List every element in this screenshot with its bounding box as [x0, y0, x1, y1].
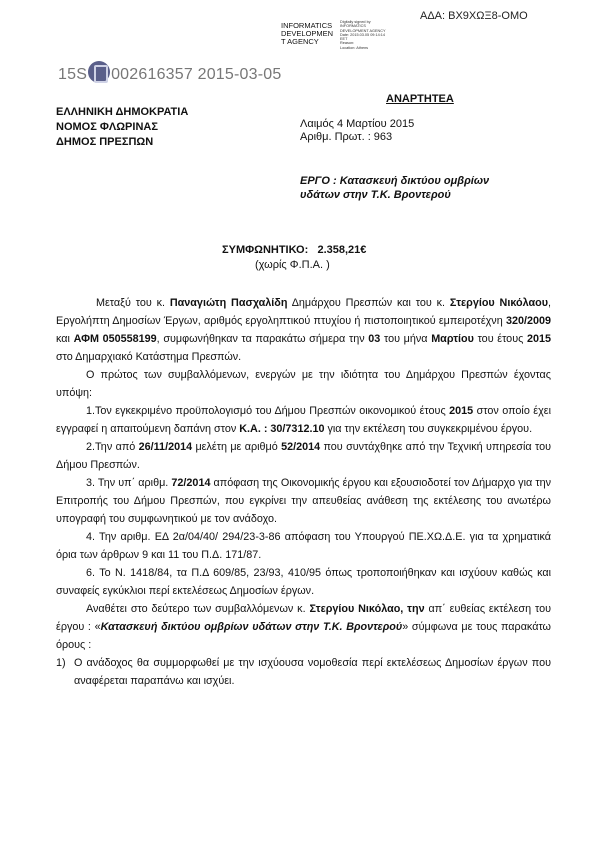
- text-run: Στεργίου Νικόλαου: [449, 297, 548, 309]
- stamp-number: 002616357 2015-03-05: [111, 66, 282, 83]
- paragraph: [56, 438, 551, 474]
- text-run: 2.Την από: [86, 441, 139, 453]
- registry-stamp: [58, 61, 281, 84]
- text-run: στον οποίο έχει εγγραφεί η απαιτούμενη δαπάνη στον: [56, 405, 551, 435]
- signature-line: DEVELOPMENT AGENCY: [340, 28, 386, 33]
- signature-line: Location: Athens: [340, 45, 369, 50]
- seal-icon: [88, 61, 110, 83]
- text-run: του έτους: [473, 333, 527, 345]
- agency-line: DEVELOPMEN: [281, 29, 334, 38]
- paragraph: [56, 600, 551, 654]
- text-run: 26/11/2014: [138, 441, 193, 453]
- text-run: Κατασκευή δικτύου ομβρίων υδάτων στην Τ.Κ. Βροντερού: [100, 621, 403, 633]
- text-run: Κ.Α. : 30/7312.10: [239, 423, 325, 435]
- posting-notice: ΑΝΑΡΤΗΤΕΑ: [386, 93, 454, 105]
- text-run: απόφαση της Οικονομικής έργου και εξουσιοδοτεί τον Δήμαρχο για την Επιτροπής του Δήμου Πρεσπών, που εγκρίνει την απευθείας ανάθεση της εκτέλεσης του ανωτέρω υπογραφή του συμφωνητικού με τον ανάδοχο.: [56, 477, 551, 525]
- issuer-line: ΕΛΛΗΝΙΚΗ ΔΗΜΟΚΡΑΤΙΑ: [56, 106, 189, 118]
- text-run: , συμφωνήθηκαν τα παρακάτω σήμερα την: [156, 333, 369, 345]
- paragraph: 6. Το Ν. 1418/84, τα Π.Δ 609/85, 23/93, 410/95 όπως τροποποιήθηκαν και ισχύουν καθώς και συναφείς εγκύκλιοι περί εκτελέσεως Δημοσίων έργων.: [56, 567, 551, 597]
- contract-amount: 2.358,21€: [317, 244, 367, 256]
- signature-line: INFORMATICS: [340, 24, 366, 29]
- text-run: Παναγιώτη Πασχαλίδη: [169, 297, 288, 309]
- stamp-prefix: 15S: [58, 66, 88, 83]
- text-run: στο Δημαρχιακό Κατάστημα Πρεσπών.: [56, 351, 242, 363]
- issuer-line: ΔΗΜΟΣ ΠΡΕΣΠΩΝ: [56, 136, 154, 148]
- ada-code: ΑΔΑ: ΒΧ9ΧΩΞ8-ΟΜΟ: [420, 10, 528, 22]
- contract-title: ΣΥΜΦΩΝΗΤΙΚΟ:: [222, 244, 309, 256]
- text-run: που συντάχθηκε από την Τεχνική υπηρεσία του Δήμου Πρεσπών.: [56, 441, 551, 471]
- text-run: 72/2014: [171, 477, 211, 489]
- text-run: Στεργίου Νικόλαο, την: [309, 603, 425, 615]
- issuer-block: [56, 105, 188, 150]
- text-run: Μαρτίου: [431, 333, 474, 345]
- paragraph: [56, 402, 551, 438]
- text-run: 1.Τον εγκεκριμένο προϋπολογισμό του Δήμου Πρεσπών οικονομικού έτους: [86, 405, 450, 417]
- text-run: » σύμφωνα με τους παρακάτω όρους :: [56, 621, 551, 651]
- agency-line: INFORMATICS: [281, 21, 333, 30]
- text-run: απ΄ ευθείας εκτέλεση του έργου : «: [56, 603, 551, 633]
- text-run: 2015: [526, 333, 551, 345]
- signature-line: Date: 2015.03.05 09:14:14: [340, 32, 385, 37]
- signature-line: EET: [340, 37, 348, 42]
- signature-line: Digitally signed by: [340, 20, 371, 24]
- paragraph: [56, 294, 551, 366]
- paragraph: Ο πρώτος των συμβαλλόμενων, ενεργών με την ιδιότητα του Δημάρχου Πρεσπών έχοντας υπόψη:: [56, 369, 551, 399]
- text-run: Δημάρχου Πρεσπών και του κ.: [287, 297, 450, 309]
- term-text: Ο ανάδοχος θα συμμορφωθεί με την ισχύουσα νομοθεσία περί εκτελέσεως Δημοσίων έργων που αναφέρεται παραπάνω και ισχύει.: [74, 657, 551, 687]
- project-title: [300, 174, 530, 202]
- date-line: Λαιμός 4 Μαρτίου 2015: [300, 118, 415, 130]
- signature-line: Reason:: [340, 41, 355, 46]
- numbered-term: [56, 654, 551, 690]
- project-line: ΕΡΓΟ : Κατασκευή δικτύου ομβρίων: [300, 175, 490, 187]
- signing-agency: [281, 22, 333, 46]
- text-run: 3. Την υπ΄ αριθμ.: [86, 477, 172, 489]
- text-run: 03: [368, 333, 381, 345]
- paragraph: 4. Την αριθμ. ΕΔ 2α/04/40/ 294/23-3-86 απόφαση του Υπουργού ΠΕ.ΧΩ.Δ.Ε. για τα χρηματικά όρια των άρθρων 9 και 11 του Π.Δ. 171/87.: [56, 531, 551, 561]
- paragraph: [56, 474, 551, 528]
- text-run: , Εργολήπτη Δημοσίων Έργων, αριθμός εργοληπτικού πτυχίου ή πιστοποιητικού εμπειροτέχνη: [56, 297, 551, 327]
- contract-heading: [222, 244, 366, 256]
- text-run: 320/2009: [505, 315, 551, 327]
- agency-line: T AGENCY: [281, 37, 319, 46]
- protocol-number: Αριθμ. Πρωτ. : 963: [300, 131, 393, 143]
- digital-signature-details: [340, 20, 386, 50]
- project-line: υδάτων στην Τ.Κ. Βροντερού: [300, 189, 451, 201]
- text-run: για την εκτέλεση του συγκεκριμένου έργου.: [324, 423, 533, 435]
- vat-note: (χωρίς Φ.Π.Α. ): [255, 259, 330, 271]
- text-run: Μεταξύ του κ.: [96, 297, 170, 309]
- text-run: 2015: [449, 405, 474, 417]
- text-run: μελέτη με αριθμό: [192, 441, 282, 453]
- text-run: του μήνα: [380, 333, 432, 345]
- text-run: και: [56, 333, 74, 345]
- text-run: 52/2014: [281, 441, 321, 453]
- issuer-line: ΝΟΜΟΣ ΦΛΩΡΙΝΑΣ: [56, 121, 158, 133]
- term-number: 1): [56, 657, 66, 669]
- contract-body: [56, 294, 551, 690]
- date-block: [300, 118, 414, 144]
- text-run: ΑΦΜ 050558199: [73, 333, 157, 345]
- text-run: Αναθέτει στο δεύτερο των συμβαλλόμενων κ.: [86, 603, 310, 615]
